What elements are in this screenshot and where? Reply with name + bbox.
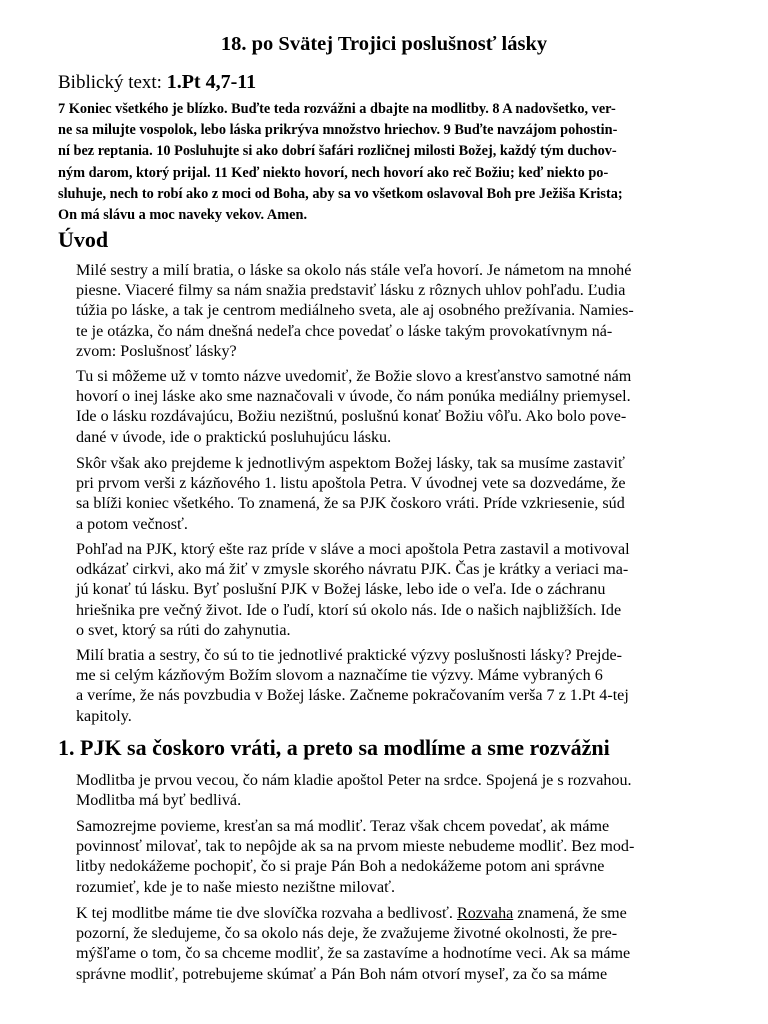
verse-line: sluhuje, nech to robí ako z moci od Boha, aby sa vo všetkom oslavoval Boh pre Ježiša Krista; bbox=[58, 185, 623, 202]
section-heading-intro: Úvod bbox=[58, 227, 109, 252]
biblical-text-reference bbox=[58, 70, 256, 95]
text-line: Pohľad na PJK, ktorý ešte raz príde v sláve a moci apoštola Petra zastavil a motivoval bbox=[76, 541, 630, 558]
verse-line: ní bez reptania. 10 Posluhujte si ako dobrí šafári rozličnej milosti Božej, každý tým duchov- bbox=[58, 143, 617, 160]
verse-line: On má slávu a moc naveky vekov. Amen. bbox=[58, 207, 308, 224]
text-line: o svet, ktorý sa rúti do zahynutia. bbox=[76, 621, 291, 639]
text-line: te je otázka, čo nám dnešná nedeľa chce povedať o láske takým provokatívnym ná- bbox=[76, 322, 613, 340]
text-line: Skôr však ako prejdeme k jednotlivým aspektom Božej lásky, tak sa musíme zastaviť bbox=[76, 455, 625, 472]
verse-line: ne sa milujte vospolok, lebo láska prikrýva množstvo hriechov. 9 Buďte navzájom pohostin- bbox=[58, 122, 618, 139]
text-line: me si celým kázňovým Božím slovom a naznačíme tie výzvy. Máme vybraných 6 bbox=[76, 667, 603, 685]
document-title: 18. po Svätej Trojici poslušnosť lásky bbox=[220, 33, 548, 55]
text-line: pozorní, že sledujeme, čo sa okolo nás deje, že zvažujeme životné okolnosti, že pre- bbox=[76, 925, 618, 943]
intro-paragraph bbox=[76, 540, 716, 641]
intro-paragraph bbox=[76, 646, 716, 727]
text-line: Ide o lásku rozdávajúcu, Božiu nezištnú, poslušnú konať Božiu vôľu. Ako bolo pove- bbox=[76, 408, 627, 426]
section1-paragraph bbox=[76, 817, 716, 898]
text-line: túžia po láske, a tak je centrom mediálneho sveta, ale aj osobného prežívania. Namies- bbox=[76, 302, 634, 320]
text-line: sa blíži koniec všetkého. To znamená, že sa PJK čoskoro vráti. Príde vzkriesenie, súd bbox=[76, 495, 625, 513]
intro-paragraph bbox=[76, 261, 716, 362]
underlined-term: Rozvaha bbox=[456, 905, 514, 922]
text-line: Milé sestry a milí bratia, o láske sa okolo nás stále veľa hovorí. Je námetom na mnohé bbox=[76, 262, 632, 279]
text-line: odkázať cirkvi, ako má žiť v zmysle skorého návratu PJK. Čas je krátky a veriaci ma- bbox=[76, 561, 629, 579]
text-line: správne modliť, potrebujeme skúmať a Pán Boh nám otvorí myseľ, za čo sa máme bbox=[76, 965, 608, 983]
text-line: dané v úvode, ide o praktickú posluhujúcu lásku. bbox=[76, 428, 392, 446]
text-line: litby nedokážeme pochopiť, čo si praje Pán Boh a nedokážeme potom ani správne bbox=[76, 858, 605, 876]
intro-paragraph bbox=[76, 367, 716, 448]
text-line: povinnosť milovať, tak to nepôjde ak sa na prvom mieste nebudeme modliť. Bez mod- bbox=[76, 838, 635, 856]
biblical-text-ref: 1.Pt 4,7-11 bbox=[166, 71, 257, 93]
text-line: Samozrejme povieme, kresťan sa má modliť. Teraz však chcem povedať, ak máme bbox=[76, 818, 610, 835]
text-fragment: K tej modlitbe máme tie dve slovíčka rozvaha a bedlivosť. bbox=[76, 905, 457, 922]
text-line: piesne. Viaceré filmy sa nám snažia predstaviť lásku z rôznych uhlov pohľadu. Ľudia bbox=[76, 282, 626, 300]
text-line: zvom: Poslušnosť lásky? bbox=[76, 342, 237, 360]
verse-line: ným darom, ktorý prijal. 11 Keď niekto hovorí, nech hovorí ako reč Božiu; keď niekto po- bbox=[58, 164, 609, 181]
section-heading-1: 1. PJK sa čoskoro vráti, a preto sa modlíme a sme rozvážni bbox=[58, 735, 610, 760]
text-line: Modlitba má byť bedlivá. bbox=[76, 792, 242, 810]
text-line: hovorí o inej láske ako sme naznačovali v úvode, čo nám ponúka mediálny priemysel. bbox=[76, 388, 631, 406]
text-line: pri prvom verši z kázňového 1. listu apoštola Petra. V úvodnej vete sa dozvedáme, že bbox=[76, 475, 626, 493]
intro-paragraph bbox=[76, 454, 716, 535]
text-line: kapitoly. bbox=[76, 707, 132, 725]
text-line: a potom večnosť. bbox=[76, 515, 188, 533]
text-line: Milí bratia a sestry, čo sú to tie jednotlivé praktické výzvy poslušnosti lásky? Prejde- bbox=[76, 647, 623, 664]
text-line: rozumieť, kde je to naše miesto nezištne milovať. bbox=[76, 878, 395, 896]
text-line: Modlitba je prvou vecou, čo nám kladie apoštol Peter na srdce. Spojená je s rozvahou. bbox=[76, 772, 632, 789]
section1-paragraph bbox=[76, 771, 716, 811]
section1-paragraph bbox=[76, 904, 716, 985]
text-line: jú konať tú lásku. Byť poslušní PJK v Božej láske, lebo ide o veľa. Ide o záchranu bbox=[76, 581, 606, 599]
text-line bbox=[76, 904, 716, 924]
biblical-text-label: Biblický text: bbox=[58, 72, 162, 93]
text-line: Tu si môžeme už v tomto názve uvedomiť, že Božie slovo a kresťanstvo samotné nám bbox=[76, 368, 632, 385]
bible-verse-block bbox=[58, 99, 712, 226]
verse-line: 7 Koniec všetkého je blízko. Buďte teda rozvážni a dbajte na modlitby. 8 A nadovšetko, ver- bbox=[58, 101, 616, 117]
text-fragment: znamená, že sme bbox=[513, 905, 627, 922]
text-line: hriešnika pre večný život. Ide o ľudí, ktorí sú okolo nás. Ide o našich najbližších. Ide bbox=[76, 601, 622, 619]
text-line: a veríme, že nás povzbudia v Božej láske. Začneme pokračovaním verša 7 z 1.Pt 4-tej bbox=[76, 687, 629, 705]
text-line: mýšľame o tom, čo sa chceme modliť, že sa zastavíme a hodnotíme veci. Ak sa máme bbox=[76, 945, 631, 963]
